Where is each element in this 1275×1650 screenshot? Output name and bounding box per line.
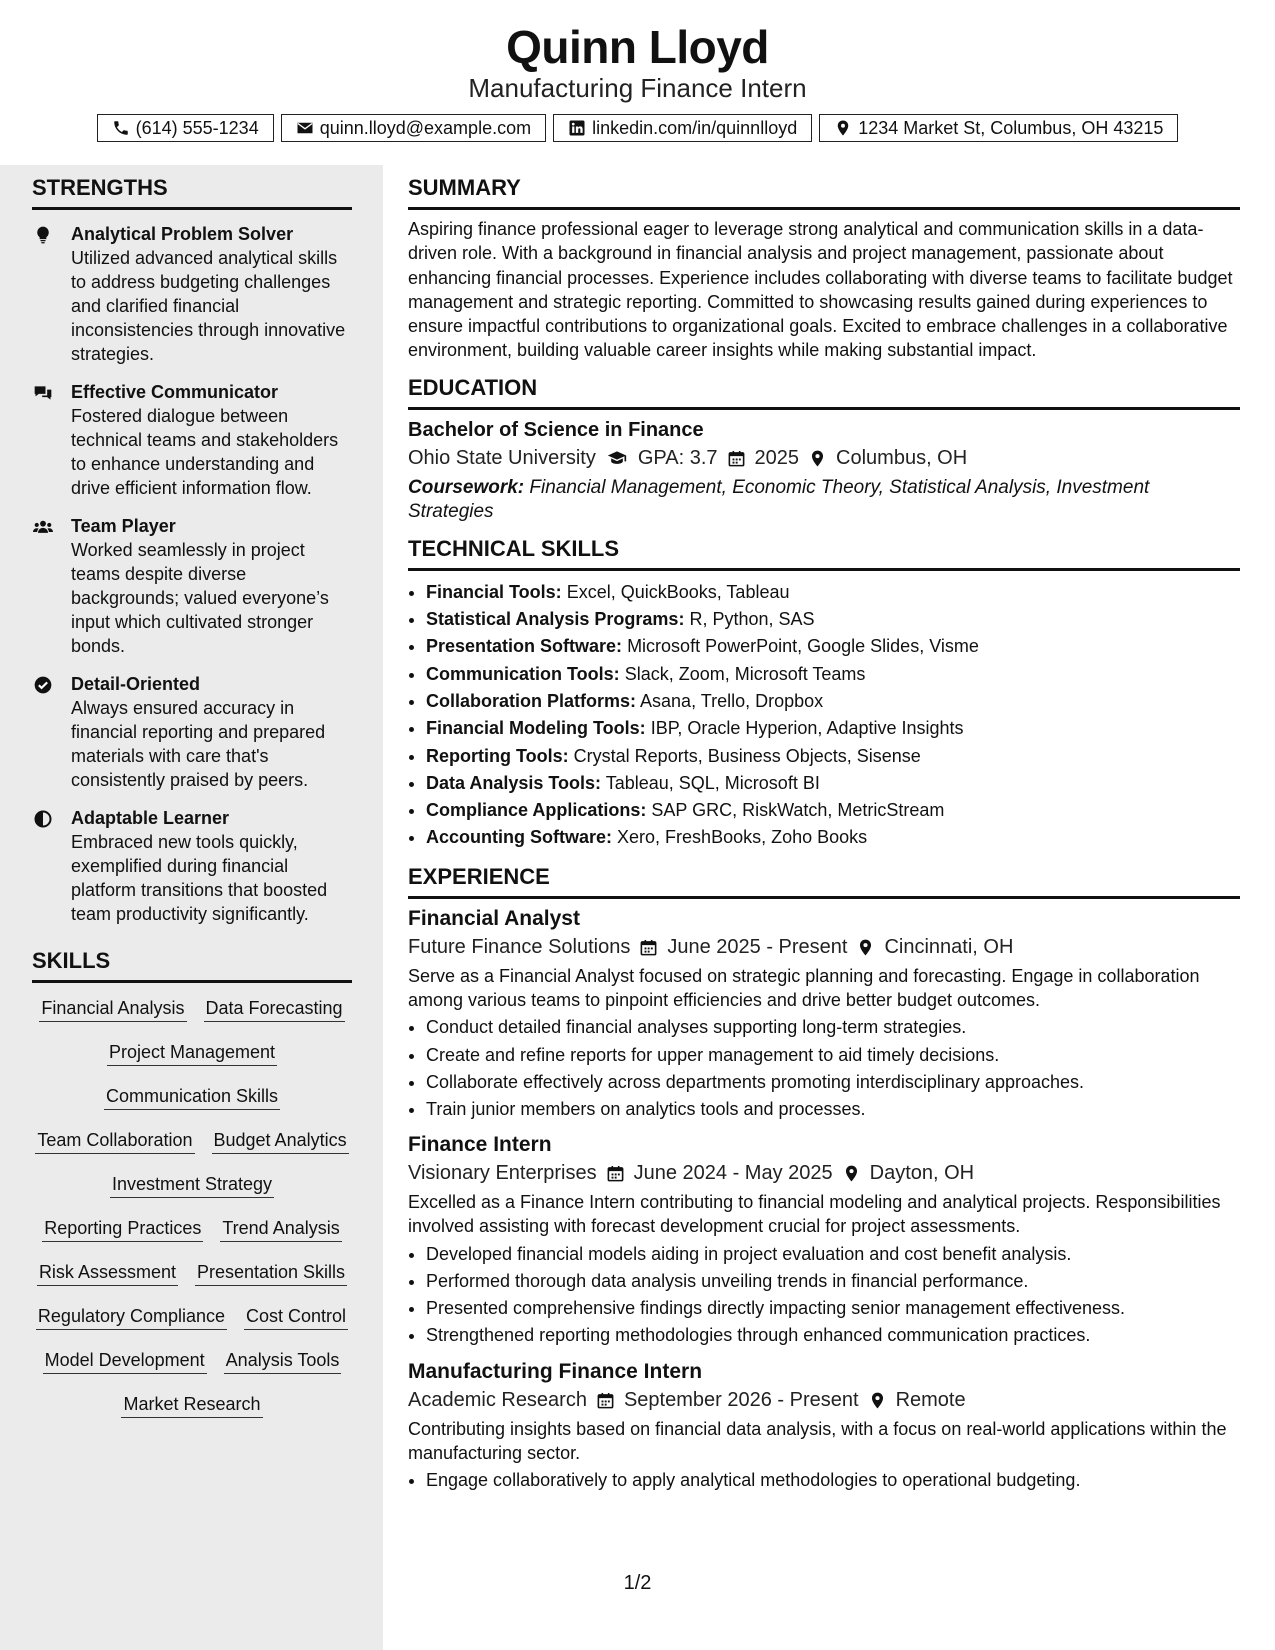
skill-value: IBP, Oracle Hyperion, Adaptive Insights — [650, 718, 964, 739]
skill-value: Slack, Zoom, Microsoft Teams — [624, 663, 866, 684]
skills-heading: SKILLS — [32, 948, 352, 983]
strength-title: Effective Communicator — [71, 382, 279, 402]
skill-label: Data Analysis Tools: — [426, 772, 602, 793]
job-title: Financial Analyst — [408, 906, 580, 930]
sidebar — [0, 165, 383, 1650]
strength-desc: Utilized advanced analytical skills to address budgeting challenges and clarified financial inconsistencies through innovative strategies. — [71, 248, 346, 364]
calendar-icon — [727, 449, 746, 468]
users-icon — [32, 517, 54, 537]
technical-skills-section — [408, 536, 1240, 852]
gpa-text: GPA: 3.7 — [637, 446, 718, 469]
contact-email[interactable] — [281, 114, 546, 142]
envelope-icon — [296, 119, 314, 137]
list-item — [426, 606, 1240, 633]
job-dates: June 2024 - May 2025 — [633, 1162, 833, 1185]
skill-label: Presentation Software: — [426, 636, 623, 657]
list-item: • Performed thorough data analysis unveiling trends in financial performance. — [426, 1268, 1240, 1295]
company-name: Visionary Enterprises — [408, 1162, 597, 1185]
summary-section — [408, 175, 1240, 363]
education-meta — [408, 447, 1240, 470]
skill-value: Microsoft PowerPoint, Google Slides, Visme — [627, 636, 979, 657]
email-text: quinn.lloyd@example.com — [319, 117, 532, 138]
linkedin-icon — [568, 119, 586, 137]
skill-tag: Budget Analytics — [212, 1127, 349, 1154]
skill-tag: Investment Strategy — [110, 1171, 274, 1198]
experience-heading: EXPERIENCE — [408, 864, 1240, 899]
skill-label: Communication Tools: — [426, 663, 620, 684]
contact-phone[interactable] — [97, 114, 274, 142]
strength-desc: Fostered dialogue between technical teams and stakeholders to enhance understanding and drive efficient information flow. — [71, 406, 339, 498]
strength-item — [32, 806, 352, 926]
technical-skills-heading: TECHNICAL SKILLS — [408, 536, 1240, 571]
job-title: Manufacturing Finance Intern — [408, 1359, 703, 1383]
job-meta — [408, 1389, 1240, 1412]
job-entry — [408, 1133, 1240, 1349]
skill-tag: Financial Analysis — [39, 995, 186, 1022]
main-content — [408, 165, 1240, 1506]
candidate-role: Manufacturing Finance Intern — [468, 73, 807, 103]
education-heading: EDUCATION — [408, 375, 1240, 410]
job-title: Finance Intern — [408, 1133, 552, 1157]
skill-value: Tableau, SQL, Microsoft BI — [605, 772, 820, 793]
skill-label: Collaboration Platforms: — [426, 690, 637, 711]
list-item: • Collaborate effectively across departments promoting interdisciplinary approaches. — [426, 1069, 1240, 1096]
school-name: Ohio State University — [408, 446, 596, 469]
strength-title: Analytical Problem Solver — [71, 224, 294, 244]
coursework — [408, 476, 1240, 524]
skill-label: Accounting Software: — [426, 827, 613, 848]
strength-item — [32, 222, 352, 366]
job-description: Serve as a Financial Analyst focused on strategic planning and forecasting. Engage in collaboration among various teams to pinpoint efficiencies and drive better budget outcomes. — [408, 965, 1200, 1011]
skill-value: Excel, QuickBooks, Tableau — [566, 581, 790, 602]
skill-value: R, Python, SAS — [689, 609, 815, 630]
skill-tag: Trend Analysis — [220, 1215, 341, 1242]
check-circle-icon — [32, 675, 54, 695]
job-description: Contributing insights based on financial data analysis, with a focus on real-world applications within the manufacturing sector. — [408, 1418, 1227, 1463]
skill-tag: Analysis Tools — [224, 1347, 342, 1374]
list-item: • Strengthened reporting methodologies through enhanced communication practices. — [426, 1322, 1240, 1349]
skill-tag: Market Research — [121, 1391, 262, 1418]
list-item — [426, 579, 1240, 606]
company-name: Future Finance Solutions — [408, 935, 631, 958]
strength-title: Team Player — [71, 516, 176, 536]
strength-item — [32, 514, 352, 658]
job-bullets — [408, 1014, 1240, 1123]
graduation-cap-icon — [605, 448, 629, 468]
skill-label: Financial Tools: — [426, 581, 562, 602]
list-item: • Developed financial models aiding in project evaluation and cost benefit analysis. — [426, 1241, 1240, 1268]
strength-title: Detail-Oriented — [71, 674, 201, 694]
strength-item — [32, 672, 352, 792]
skill-tag: Reporting Practices — [42, 1215, 203, 1242]
experience-section — [408, 864, 1240, 1495]
job-meta — [408, 1162, 1240, 1185]
linkedin-text: linkedin.com/in/quinnlloyd — [592, 117, 798, 138]
candidate-name: Quinn Lloyd — [506, 21, 769, 73]
list-item — [426, 797, 1240, 824]
graduation-year: 2025 — [754, 446, 800, 469]
skill-value: Asana, Trello, Dropbox — [640, 690, 824, 711]
strength-desc: Always ensured accuracy in financial reporting and prepared materials with care that's consistently praised by peers. — [71, 698, 326, 790]
technical-skills-list — [408, 579, 1240, 852]
school-location: Columbus, OH — [836, 446, 968, 469]
job-bullets — [408, 1241, 1240, 1350]
lightbulb-icon — [32, 225, 54, 245]
comments-icon — [32, 383, 54, 403]
skill-label: Reporting Tools: — [426, 745, 569, 766]
phone-icon — [112, 119, 130, 137]
degree-title: Bachelor of Science in Finance — [408, 418, 704, 441]
job-dates: June 2025 - Present — [667, 935, 848, 958]
skill-tag: Team Collaboration — [35, 1127, 194, 1154]
skill-tag: Communication Skills — [104, 1083, 280, 1110]
job-dates: September 2026 - Present — [623, 1388, 859, 1411]
company-name: Academic Research — [408, 1388, 587, 1411]
strength-desc: Embraced new tools quickly, exemplified during financial platform transitions that boosted team productivity significantly. — [71, 832, 328, 924]
skill-tag: Project Management — [107, 1039, 277, 1066]
job-location: Remote — [895, 1388, 966, 1411]
skill-tag: Model Development — [43, 1347, 207, 1374]
skill-tag: Cost Control — [244, 1303, 348, 1330]
strengths-heading: STRENGTHS — [32, 175, 352, 210]
skill-tag: Regulatory Compliance — [36, 1303, 227, 1330]
list-item: • Conduct detailed financial analyses supporting long-term strategies. — [426, 1014, 1240, 1041]
education-section — [408, 375, 1240, 524]
calendar-icon — [606, 1164, 625, 1183]
contact-linkedin[interactable] — [553, 114, 812, 142]
summary-text: Aspiring finance professional eager to leverage strong analytical and communication skills in a data-driven role. With a background in financial analysis and project management, passionate about enhancing financial processes. Experience includes collaborating with diverse teams to facilitate budget management and strategic reporting. Committed to showcasing results gained during experiences to ensure impactful contributions to organizational goals. Excited to embrace challenges in a collaborative environment, building valuable career insights while making substantial impact. — [408, 219, 1233, 361]
job-meta — [408, 936, 1240, 959]
skill-tag: Data Forecasting — [204, 995, 345, 1022]
list-item — [426, 688, 1240, 715]
map-marker-icon — [842, 1164, 861, 1183]
calendar-icon — [596, 1391, 615, 1410]
page-number: 1/2 — [623, 1572, 652, 1594]
list-item — [426, 770, 1240, 797]
map-marker-icon — [808, 449, 827, 468]
job-location: Dayton, OH — [869, 1162, 975, 1185]
list-item — [426, 824, 1240, 851]
strength-item — [32, 380, 352, 500]
map-marker-icon — [868, 1391, 887, 1410]
resume-header — [0, 0, 1275, 165]
skill-label: Financial Modeling Tools: — [426, 718, 646, 739]
skill-label: Compliance Applications: — [426, 800, 647, 821]
phone-text: (614) 555-1234 — [135, 117, 259, 138]
contact-bar — [0, 114, 1275, 142]
job-description: Excelled as a Finance Intern contributing to financial modeling and analytical projects. Responsibilities involved assisting with forecast development crucial for project assessments. — [408, 1192, 1221, 1237]
list-item — [426, 715, 1240, 742]
list-item: • Train junior members on analytics tools and processes. — [426, 1096, 1240, 1123]
contact-address[interactable] — [819, 114, 1178, 142]
coursework-text: Financial Management, Economic Theory, Statistical Analysis, Investment Strategies — [408, 476, 1150, 522]
map-marker-icon — [834, 119, 852, 137]
skill-value: Xero, FreshBooks, Zoho Books — [617, 827, 868, 848]
skill-tag: Presentation Skills — [195, 1259, 347, 1286]
skill-value: SAP GRC, RiskWatch, MetricStream — [651, 800, 945, 821]
address-text: 1234 Market St, Columbus, OH 43215 — [858, 117, 1164, 138]
coursework-label: Coursework: — [408, 476, 525, 498]
list-item — [426, 633, 1240, 660]
map-marker-icon — [856, 938, 875, 957]
summary-heading: SUMMARY — [408, 175, 1240, 210]
calendar-icon — [639, 938, 658, 957]
strength-title: Adaptable Learner — [71, 808, 230, 828]
job-location: Cincinnati, OH — [884, 935, 1014, 958]
skill-tag: Risk Assessment — [37, 1259, 178, 1286]
half-circle-icon — [32, 809, 54, 829]
list-item: • Create and refine reports for upper management to aid timely decisions. — [426, 1042, 1240, 1069]
skill-value: Crystal Reports, Business Objects, Sisense — [573, 745, 921, 766]
list-item — [426, 661, 1240, 688]
job-entry — [408, 907, 1240, 1123]
strength-desc: Worked seamlessly in project teams despite diverse backgrounds; valued everyone’s input which cultivated stronger bonds. — [71, 540, 329, 656]
list-item: • Engage collaboratively to apply analytical methodologies to operational budgeting. — [426, 1467, 1240, 1494]
job-bullets — [408, 1467, 1240, 1494]
list-item: • Presented comprehensive findings directly impacting senior management effectiveness. — [426, 1295, 1240, 1322]
job-entry — [408, 1360, 1240, 1495]
list-item — [426, 743, 1240, 770]
skills-list — [32, 995, 352, 1418]
skill-label: Statistical Analysis Programs: — [426, 609, 685, 630]
